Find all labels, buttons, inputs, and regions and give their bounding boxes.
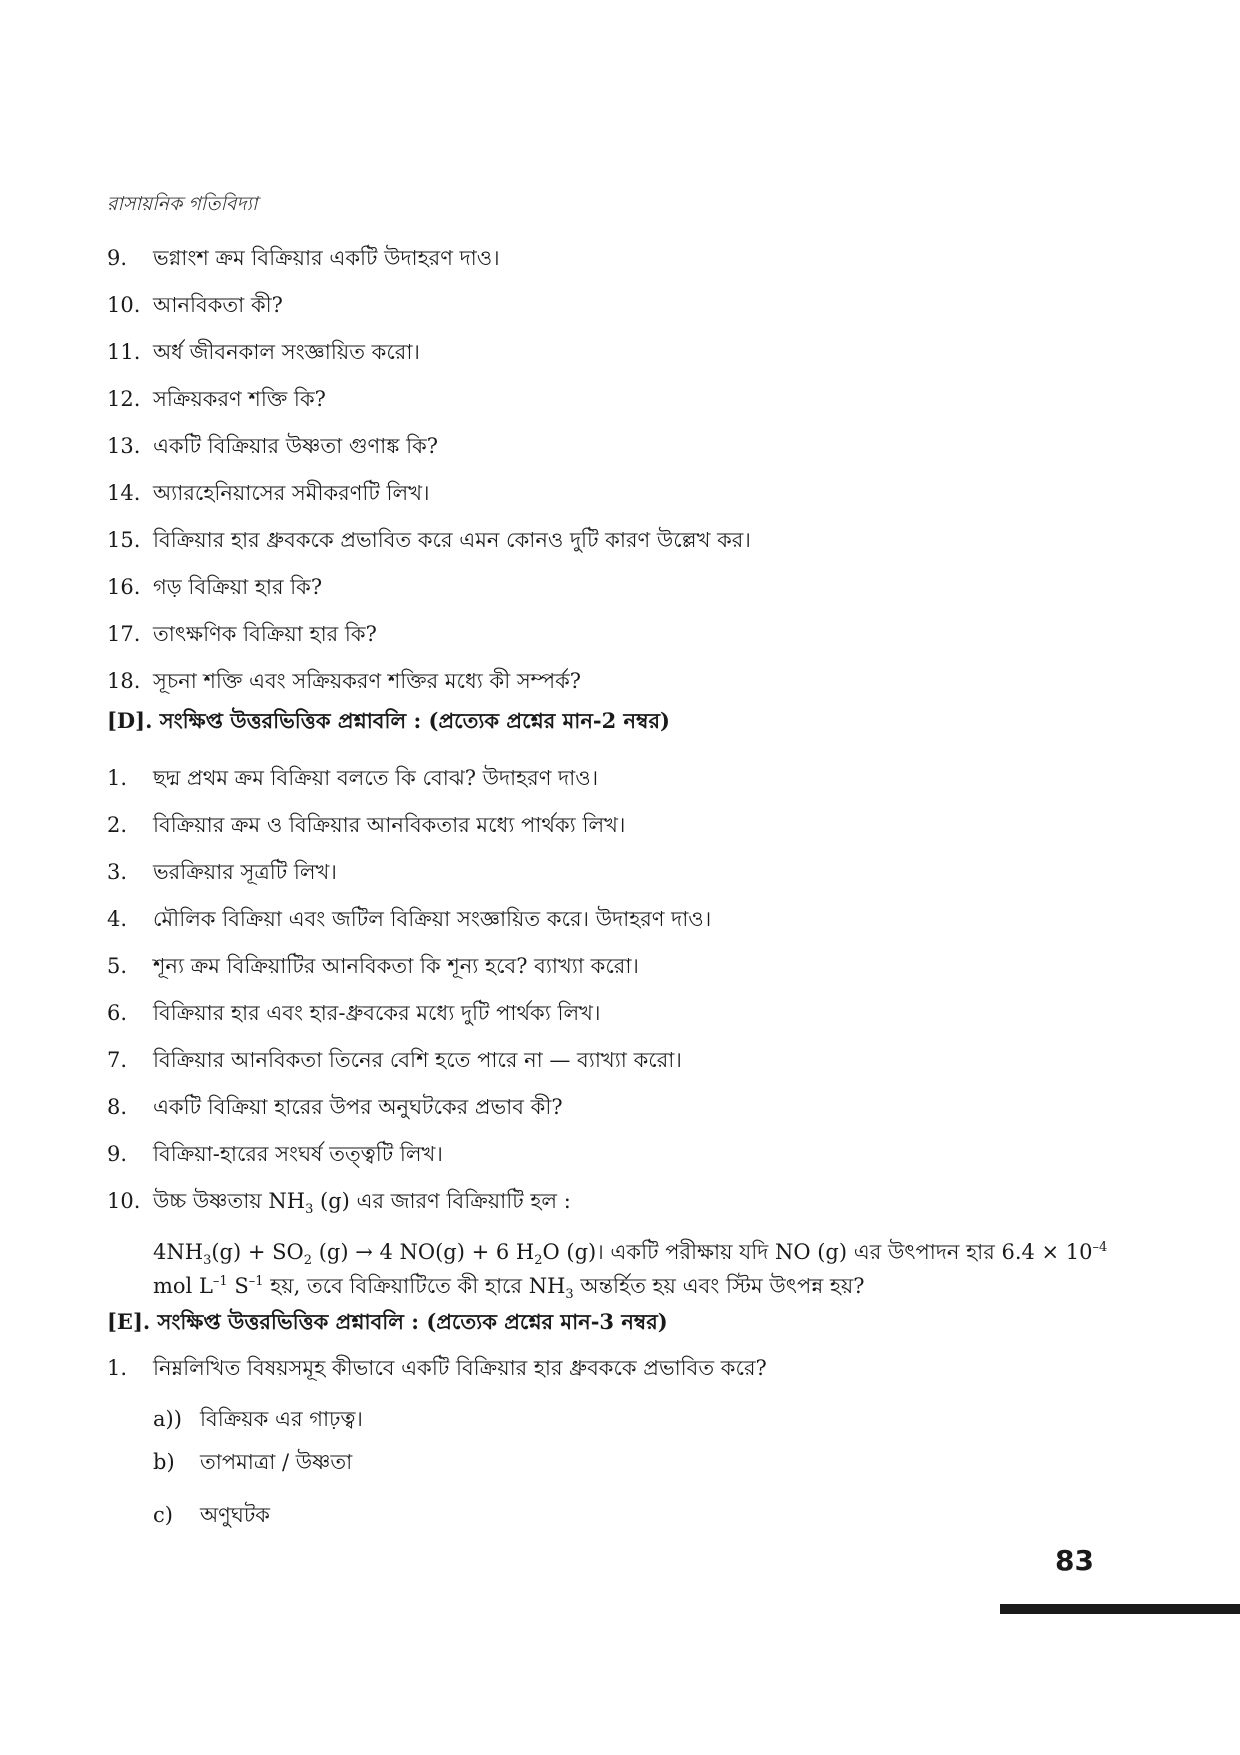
list-item: 9. বিক্রিয়া-হারের সংঘর্ষ তত্ত্বটি লিখ। [107,1142,443,1166]
sub-item: b) তাপমাত্রা / উষ্ণতা [153,1450,353,1474]
list-item: 1. ছদ্ম প্রথম ক্রম বিক্রিয়া বলতে কি বোঝ? উদাহরণ দাও। [107,766,599,790]
list-item: 9. ভগ্নাংশ ক্রম বিক্রিয়ার একটি উদাহরণ দাও। [107,246,500,270]
list-item: 18. সূচনা শক্তি এবং সক্রিয়করণ শক্তির মধ্যে কী সম্পর্ক? [107,669,582,693]
sub-item: a)) বিক্রিয়ক এর গাঢ়ত্ব। [153,1407,363,1431]
list-item: 6. বিক্রিয়ার হার এবং হার-ধ্রুবকের মধ্যে দুটি পার্থক্য লিখ। [107,1001,601,1025]
list-item-q10: 10. উচ্চ উষ্ণতায় $NH_3$ (g) এর জারণ বিক্রিয়াটি হল : [107,1189,571,1218]
list-item: 11. অর্ধ জীবনকাল সংজ্ঞায়িত করো। [107,340,420,364]
equation-line: $4NH_3(g) + SO_2$ (g) → 4 NO(g) + 6 $H_2O$ (g)। একটি পরীক্ষায় যদি NO (g) এর উৎপাদন হার $6.4 \times 10^{-4}$ [153,1240,1108,1269]
page-number: 83 [1055,1544,1094,1577]
list-item: 8. একটি বিক্রিয়া হারের উপর অনুঘটকের প্রভাব কী? [107,1095,563,1119]
list-item: 17. তাৎক্ষণিক বিক্রিয়া হার কি? [107,622,377,646]
running-header: রাসায়নিক গতিবিদ্যা [107,193,258,215]
list-item: 1. নিম্নলিখিত বিষয়সমূহ কীভাবে একটি বিক্রিয়ার হার ধ্রুবককে প্রভাবিত করে? [107,1356,767,1380]
list-item: 3. ভরক্রিয়ার সূত্রটি লিখ। [107,860,337,884]
list-item: 7. বিক্রিয়ার আনবিকতা তিনের বেশি হতে পারে না — ব্যাখ্যা করো। [107,1048,682,1072]
footer-bar [1000,1604,1240,1614]
list-item: 15. বিক্রিয়ার হার ধ্রুবককে প্রভাবিত করে এমন কোনও দুটি কারণ উল্লেখ কর। [107,528,751,552]
list-item: 16. গড় বিক্রিয়া হার কি? [107,575,323,599]
section-heading-d: [D]. সংক্ষিপ্ত উত্তরভিত্তিক প্রশ্নাবলি : (প্রত্যেক প্রশ্নের মান-2 নম্বর) [107,708,670,733]
list-item: 13. একটি বিক্রিয়ার উষ্ণতা গুণাঙ্ক কি? [107,434,439,458]
list-item: 5. শূন্য ক্রম বিক্রিয়াটির আনবিকতা কি শূন্য হবে? ব্যাখ্যা করো। [107,954,639,978]
list-item: 10. আনবিকতা কী? [107,293,283,317]
equation-continuation: mol $L^{-1}$ $S^{-1}$ হয়, তবে বিক্রিয়াটিতে কী হারে $NH_3$ অন্তর্হিত হয় এবং স্টিম উৎপন্ন হয়? [153,1274,865,1303]
sub-item: c) অণুঘটক [153,1503,270,1527]
section-heading-e: [E]. সংক্ষিপ্ত উত্তরভিত্তিক প্রশ্নাবলি : (প্রত্যেক প্রশ্নের মান-3 নম্বর) [107,1309,668,1334]
list-item: 12. সক্রিয়করণ শক্তি কি? [107,387,326,411]
list-item: 14. অ্যারহেনিয়াসের সমীকরণটি লিখ। [107,481,430,505]
list-item: 4. মৌলিক বিক্রিয়া এবং জটিল বিক্রিয়া সংজ্ঞায়িত করে। উদাহরণ দাও। [107,907,712,931]
list-item: 2. বিক্রিয়ার ক্রম ও বিক্রিয়ার আনবিকতার মধ্যে পার্থক্য লিখ। [107,813,626,837]
